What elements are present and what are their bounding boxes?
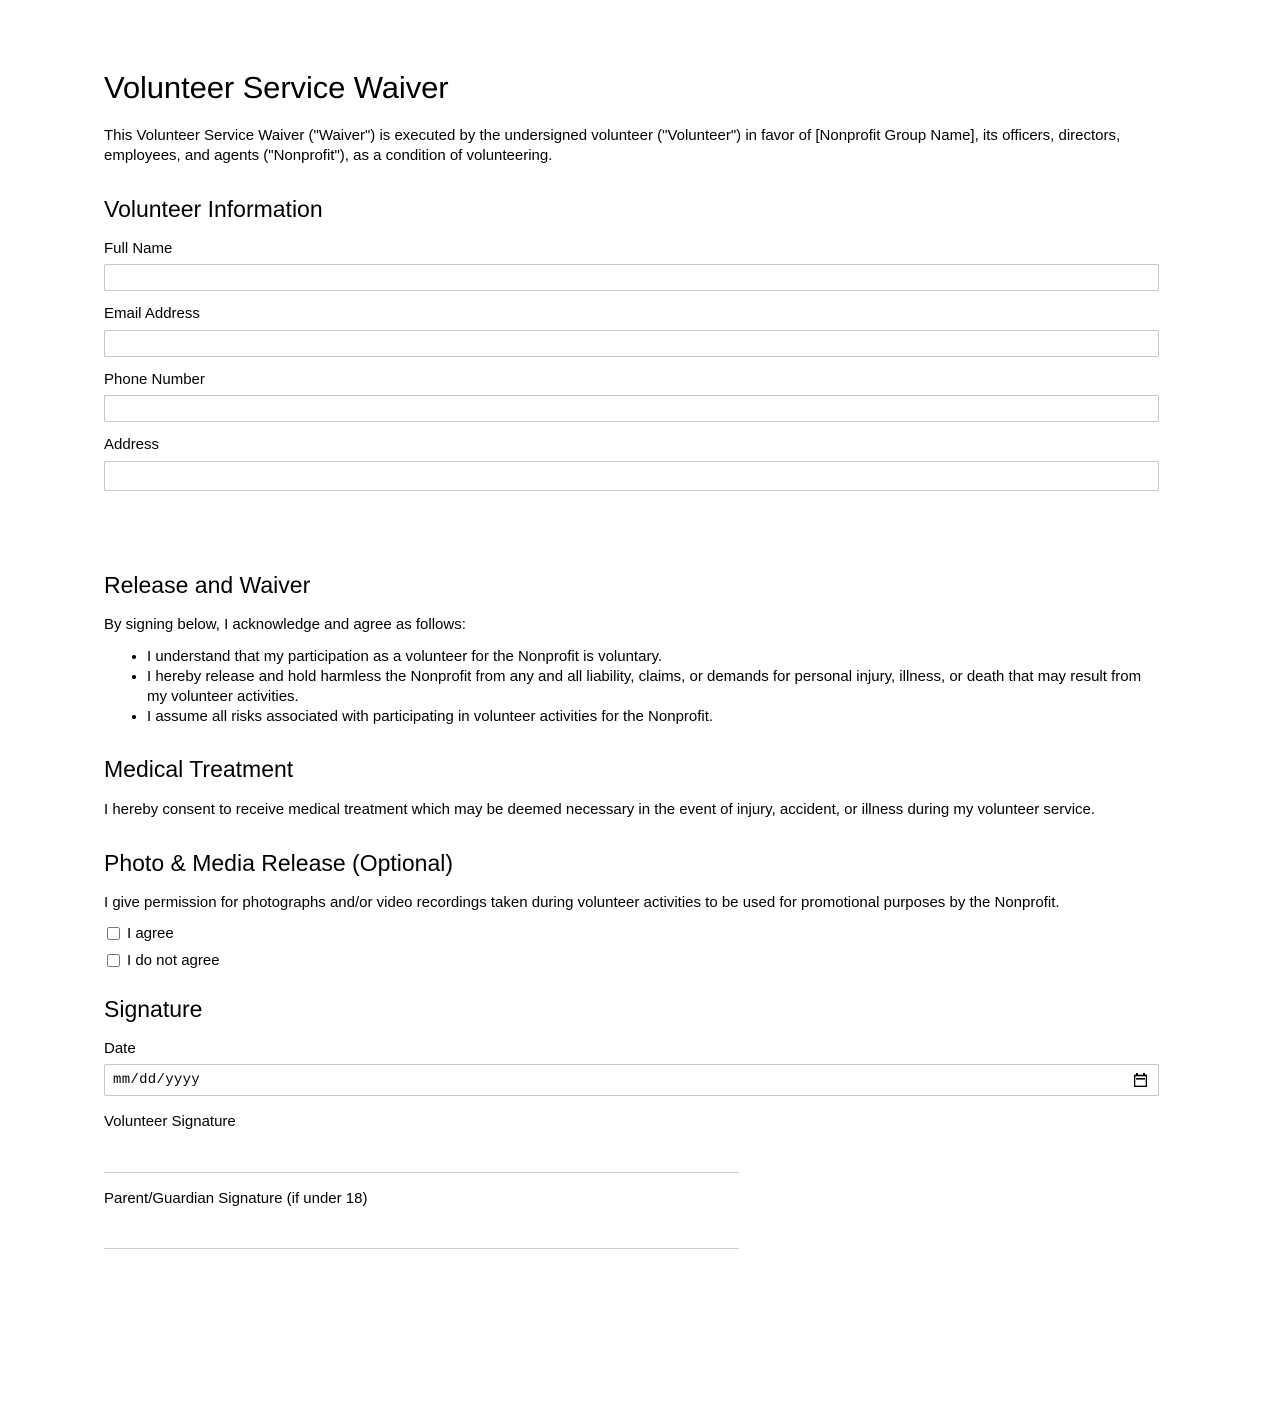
photo-consent-agree-checkbox[interactable] xyxy=(107,927,120,940)
section-heading-signature: Signature xyxy=(104,995,203,1022)
photo-consent-disagree-checkbox[interactable] xyxy=(107,954,120,967)
page-title: Volunteer Service Waiver xyxy=(104,70,449,105)
intro-paragraph: This Volunteer Service Waiver ("Waiver") is executed by the undersigned volunteer ("Volunteer") in favor of [Nonprofit Group Name], its officers, directors, employees, and agents ("Nonprofit"), as a condition of volunteering. xyxy=(104,126,1121,164)
list-item: • I assume all risks associated with participating in volunteer activities for the Nonprofit. xyxy=(147,707,1160,727)
section-heading-medical-treatment: Medical Treatment xyxy=(104,756,294,783)
volunteer-signature-label: Volunteer Signature xyxy=(104,1113,236,1131)
field-date xyxy=(104,1039,1160,1097)
date-placeholder-text: mm/dd/yyyy xyxy=(113,1072,201,1089)
address-input[interactable] xyxy=(104,461,1159,491)
photo-media-release-text: I give permission for photographs and/or video recordings taken during volunteer activities to be used for promotional purposes by the Nonprofit. xyxy=(104,893,1060,911)
section-heading-photo-media-release: Photo & Media Release (Optional) xyxy=(104,849,454,876)
date-input[interactable] xyxy=(104,1064,1159,1096)
release-bullet-list xyxy=(104,647,1160,727)
email-address-label: Email Address xyxy=(104,305,200,323)
section-heading-release-and-waiver: Release and Waiver xyxy=(104,571,311,598)
guardian-signature-block xyxy=(104,1189,1160,1250)
photo-consent-agree-label: I agree xyxy=(127,924,174,942)
email-address-input[interactable] xyxy=(104,330,1159,357)
field-email-address xyxy=(104,304,1160,357)
full-name-input[interactable] xyxy=(104,264,1159,291)
photo-consent-disagree-row[interactable] xyxy=(104,952,1160,970)
date-input-wrapper xyxy=(104,1064,1159,1096)
list-item: • I understand that my participation as a volunteer for the Nonprofit is voluntary. xyxy=(147,647,1160,667)
medical-treatment-text: I hereby consent to receive medical treatment which may be deemed necessary in the event of injury, accident, or illness during my volunteer service. xyxy=(104,800,1096,818)
photo-consent-disagree-label: I do not agree xyxy=(127,951,220,969)
address-label: Address xyxy=(104,436,160,454)
volunteer-signature-block xyxy=(104,1112,1160,1173)
full-name-label: Full Name xyxy=(104,239,173,257)
field-full-name xyxy=(104,239,1160,292)
phone-number-input[interactable] xyxy=(104,395,1159,422)
date-label: Date xyxy=(104,1039,136,1057)
list-item: • I hereby release and hold harmless the Nonprofit from any and all liability, claims, or demands for personal injury, illness, or death that may result from my volunteer activities. xyxy=(147,667,1160,707)
guardian-signature-label: Parent/Guardian Signature (if under 18) xyxy=(104,1189,368,1207)
guardian-signature-line[interactable] xyxy=(104,1248,739,1249)
section-spacer xyxy=(104,504,1160,542)
field-phone-number xyxy=(104,370,1160,423)
field-address xyxy=(104,435,1160,491)
volunteer-signature-line[interactable] xyxy=(104,1172,739,1173)
section-heading-volunteer-information: Volunteer Information xyxy=(104,195,323,222)
photo-consent-agree-row[interactable] xyxy=(104,925,1160,943)
release-intro-text: By signing below, I acknowledge and agree as follows: xyxy=(104,615,466,633)
phone-number-label: Phone Number xyxy=(104,370,205,388)
